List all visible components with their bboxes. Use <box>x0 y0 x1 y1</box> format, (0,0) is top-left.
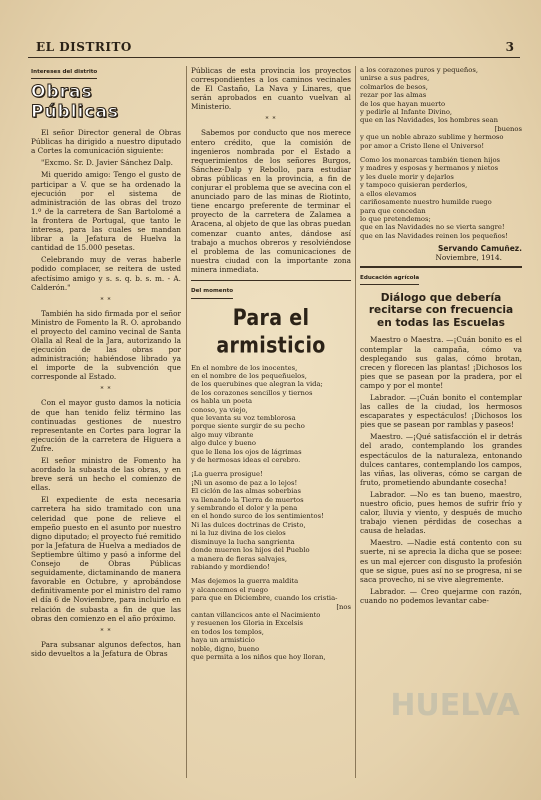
dialogue-paragraph: Labrador. —No es tan bueno, maestro, nuestro oficio, pues hemos de sufrir frío y calor, lluvia y viento, y después de mucho trabajo vienen pérdidas de cosechas a causa de heladas. <box>360 489 522 536</box>
verse-line: para que concedan <box>360 206 426 215</box>
verse-line: El ciclón de las almas soberbias <box>191 487 301 496</box>
column-divider <box>355 66 356 778</box>
verse-line: ¡Ni un asomo de paz a lo lejos! <box>191 478 298 487</box>
poem-title: Para el armisticio <box>216 305 326 359</box>
verse-line: que en las Navidades, los hombres sean <box>360 116 498 125</box>
verse-line: disminuye la lucha sangrienta <box>191 537 295 546</box>
verse-line: noble, digno, bueno <box>191 644 260 653</box>
paragraph: Públicas de esta provincia los proyectos correspondientes a los caminos vecinales de El Castaño, La Nava y Linares, que serán aprobados en cuanto vuelvan al Ministerio. <box>191 66 351 112</box>
dialogue-paragraph: Maestro. —¡Qué satisfacción el ir detrás del arado, contemplando los grandes espectáculos de la naturaleza, entonando dulces cantares, contemplando los campos, las viñas, las oliveras, cómo se cargan de fruto, prometiendo abundante cosecha! <box>360 432 522 487</box>
verse-line: de los corazones sencillos y tiernos <box>191 388 313 397</box>
poem-signature: Servando Camuñez. <box>438 244 522 254</box>
verse-line: rabiando y mordiendo! <box>191 562 270 571</box>
poem-stanza-1 <box>191 364 351 465</box>
separator-stars: * * <box>265 116 277 124</box>
verse-line: algo dulce y bueno <box>191 439 256 448</box>
paragraph: Mi querido amigo: Tengo el gusto de participar a V. que se ha ordenado la ejecución por el sistema de administración de las obras del trozo 1.º de la carretera de San Bartolomé a la frontera de Portugal, que tanto le interesa, para las cuales se mandan librar a la Jefatura de Huelva la cantidad de 15.000 pesetas. <box>31 170 181 253</box>
verse-line: para que en Diciembre, cuando los cristia- <box>191 594 338 603</box>
verse-line: y de hermosas ideas el cerebro. <box>191 456 301 465</box>
verse-line: en el hondo surco de los sentimientos! <box>191 512 324 521</box>
verse-line: va llenando la Tierra de muertos <box>191 495 304 504</box>
verse-line: rezar por las almas <box>360 91 427 100</box>
separator-stars: * * <box>100 296 112 304</box>
section-tag: Intereses del distrito <box>31 68 97 79</box>
verse-line: en todos los templos, <box>191 627 264 636</box>
verse-line: En el nombre de los inocentes, <box>191 363 298 372</box>
page-header <box>28 38 520 58</box>
verse-line: colmarlos de besos, <box>360 82 428 91</box>
article-title: Diálogo que debería recitarse con frecuencia en todas las Escuelas <box>368 291 514 329</box>
verse-line: cariñosamente nuestro humilde ruego <box>360 198 492 207</box>
dialogue-paragraph: Labrador. — Creo quejarme con razón, cuando no podemos levantar cabe- <box>360 586 522 605</box>
separator-stars: * * <box>100 627 112 635</box>
verse-line: de los querubines que alegran la vida; <box>191 380 323 389</box>
verse-line: lo que pretendemos; <box>360 214 431 223</box>
verse-line: a los corazones puros y pequeños, <box>360 66 479 74</box>
verse-line: cantan villancicos ante el Nacimiento <box>191 610 321 619</box>
verse-line: y les duele morir y dejarlos <box>360 172 454 181</box>
verse-line: algo muy vibrante <box>191 430 254 439</box>
paragraph: Para subsanar algunos defectos, han sido devueltos a la Jefatura de Obras <box>31 639 181 658</box>
verse-line: en el nombre de los pequeñuelos, <box>191 371 307 380</box>
masthead: EL DISTRITO <box>36 40 132 54</box>
paragraph: Sabemos por conducto que nos merece entero crédito, que la comisión de ingenieros nombrada por el Estado a requerimientos de los señores Burgos, Sánchez-Dalp y Rebollo, para estudiar obras públicas en la provincia, a fin de conjurar el problema que se avecina con el anunciado paro de las minas de Riotinto, tiene encargo preferente de terminar el proyecto de la carretera de Zalamea a Aracena, al objeto de que las obras puedan comenzar cuanto antes, dándose así trabajo a muchos obreros y resolviéndose el problema de las comunicaciones de nuestra ciudad con la importante zona minera inmediata. <box>191 128 351 274</box>
poem-date: Noviembre, 1914. <box>435 253 502 263</box>
watermark-logo: HUELVA <box>390 688 520 723</box>
verse-line: que en las Navidades no se vierta sangre! <box>360 223 505 232</box>
verse-line: y resuenen los Gloria in Excelsis <box>191 619 304 628</box>
verse-line: Ni las dulces doctrinas de Cristo, <box>191 520 306 529</box>
verse-line: conoso, ya viejo, <box>191 405 248 414</box>
dialogue-paragraph: Maestro. —Nadie está contento con su suerte, ni se aprecia la dicha que se posee: es un mal ejercer con disgusto la profesión que se sigue, pues así no se progresa, ni se saca provecho, ni se vive alegremente. <box>360 538 522 584</box>
verse-line: de los que hayan muerto <box>360 99 446 108</box>
poem-stanza-2 <box>191 470 351 571</box>
column-left <box>31 66 181 786</box>
page-number: 3 <box>505 40 514 54</box>
verse-line: Como los monarcas también tienen hijos <box>360 156 501 165</box>
column-middle <box>191 66 351 786</box>
paragraph: El señor ministro de Fomento ha acordado la subasta de las obras, y en breve será un hecho el comienzo de ellas. <box>31 456 181 493</box>
verse-line: y pedirle al Infante Divino, <box>360 108 453 117</box>
verse-line: y madres y esposas y hermanos y nietos <box>360 164 499 173</box>
paragraph: El señor Director general de Obras Públicas ha dirigido a nuestro diputado a Cortes la comunicación siguiente: <box>31 128 181 156</box>
verse-line: unirse a sus padres, <box>360 74 430 83</box>
verse-line: que levanta su voz temblorosa <box>191 414 296 422</box>
verse-line: y tampoco quisieran perderlos, <box>360 181 468 190</box>
column-right <box>360 66 522 786</box>
poem-stanza-4 <box>360 66 522 150</box>
verse-line: a manera de fieras salvajes, <box>191 554 287 563</box>
verse-line: que en las Navidades reinen los pequeños! <box>360 231 508 240</box>
verse-line: que le llena los ojos de lágrimas <box>191 447 302 456</box>
dialogue-paragraph: Maestro o Maestra. —¡Cuán bonito es el contemplar la campaña, cómo va desplegando sus galas, cómo brotan, crecen y florecen las plantas! ¡Dichosos los pies que se pasean por la pradera, por el campo y por el monte! <box>360 335 522 390</box>
verse-line: porque siente surgir de su pecho <box>191 422 305 431</box>
poem-stanza-5 <box>360 156 522 240</box>
verse-line: ni la luz divina de los cielos <box>191 529 286 538</box>
verse-line: a ellos elevamos <box>360 189 417 198</box>
verse-line: y alcancemos el ruego <box>191 585 268 594</box>
verse-line: Mas dejemos la guerra maldita <box>191 577 299 586</box>
verse-line: ¡La guerra prosigue! <box>191 470 263 479</box>
section-tag: Del momento <box>191 287 233 298</box>
paragraph: "Excmo. Sr. D. Javier Sánchez Dalp. <box>41 158 173 168</box>
section-rule <box>360 266 522 268</box>
verse-line: [nos <box>336 602 351 611</box>
dialogue-paragraph: Labrador. —¡Cuán bonito el contemplar las calles de la ciudad, los hermosos escaparates y espectáculos! ¡Dichosos los pies que se pasean por ramblas y paseos! <box>360 392 522 430</box>
paragraph: El expediente de esta necesaria carretera ha sido tramitado con una celeridad que pone de relieve el empeño puesto en el asunto por nuestro digno diputado; el proyecto fué remitido por la Jefatura de Huelva a mediados de Septiembre último y pasó a informe del Consejo de Obras Públicas seguidamente, dictaminando de manera favorable en Octubre, y aprobándose definitivamente por el ministro del ramo el día 6 de Noviembre, para incluirlo en relación de subasta a fin de que las obras den comienzo en el año próximo. <box>31 495 181 623</box>
section-tag: Educación agrícola <box>360 274 419 285</box>
column-divider <box>186 66 187 778</box>
section-rule <box>191 280 351 282</box>
verse-line: [buenos <box>494 124 522 133</box>
paragraph: Con el mayor gusto damos la noticia de que han tenido feliz término las continuadas gestiones de nuestro representante en Cortes para lograr la ejecución de la carretera de Higuera a Zufre. <box>31 398 181 453</box>
verse-line: donde mueren los hijos del Pueblo <box>191 546 310 555</box>
verse-line: por amor a Cristo llene el Universo! <box>360 141 485 150</box>
verse-line: y sembrando el dolor y la pena <box>191 504 298 513</box>
separator-stars: * * <box>100 386 112 394</box>
paragraph: Celebrando muy de veras haberle podido complacer, se reitera de usted afectísimo amigo y s. s. q. b. s. m. - A. Calderón." <box>31 255 181 292</box>
paragraph: También ha sido firmada por el señor Ministro de Fomento la R. O. aprobando el proyecto del camino vecinal de Santa Olalla al Real de la Jara, autorizando la ejecución de las obras por administración; habiéndose librado ya el importe de la subvención que corresponde al Estado. <box>31 308 181 382</box>
verse-line: os habla un poeta <box>191 397 253 406</box>
verse-line: que permita a los niños que hoy lloran, <box>191 652 326 661</box>
verse-line: haya un armisticio <box>191 636 255 645</box>
poem-stanza-3 <box>191 577 351 661</box>
verse-line: y que un noble abrazo sublime y hermoso <box>360 133 504 142</box>
article-title: Obras Públicas <box>31 82 120 123</box>
